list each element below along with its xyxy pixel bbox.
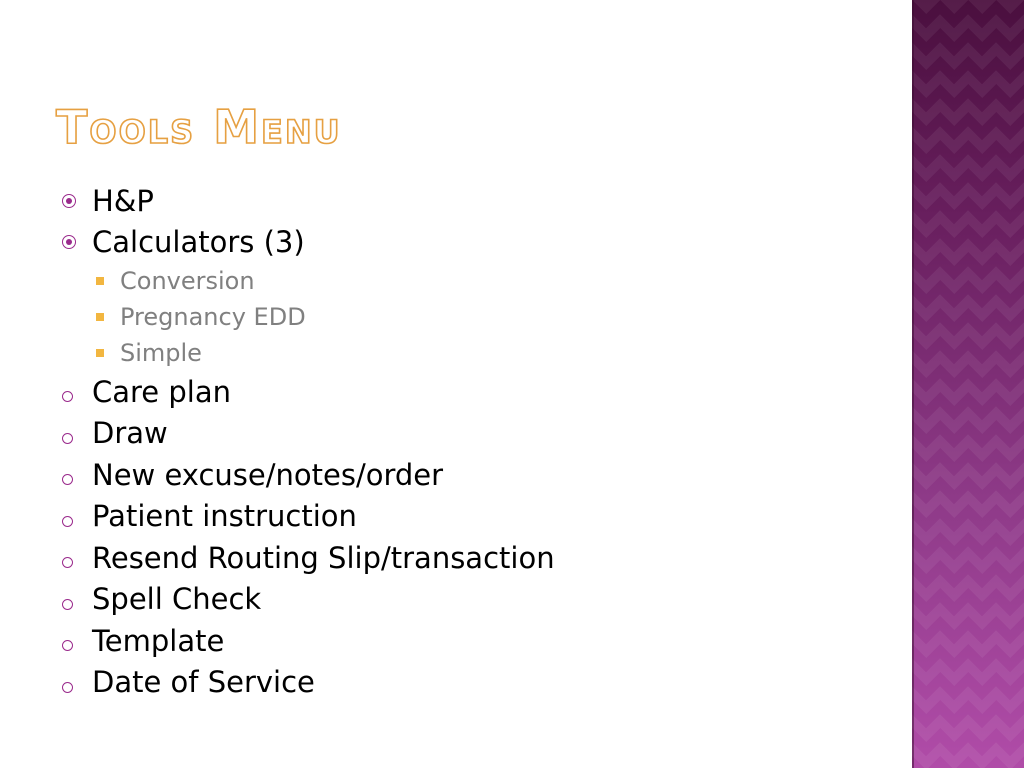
list-item-label: Resend Routing Slip/transaction xyxy=(92,540,555,575)
list-item-label: Spell Check xyxy=(92,582,262,617)
list-item-label: Date of Service xyxy=(92,665,315,700)
list-item-care-plan xyxy=(62,371,882,413)
list-item-new-excuse-notes-order xyxy=(62,454,882,496)
list-item-label: H&P xyxy=(92,183,154,218)
list-item-label: Care plan xyxy=(92,374,231,409)
hollow-circle-icon xyxy=(62,516,73,527)
sublist-item-label: Simple xyxy=(120,339,202,367)
hollow-circle-icon xyxy=(62,474,73,485)
square-icon xyxy=(96,313,104,321)
list-item-draw xyxy=(62,413,882,455)
sublist-item-simple xyxy=(62,335,882,371)
list-item-spell-check xyxy=(62,579,882,621)
list-item-h-and-p xyxy=(62,180,882,222)
square-icon xyxy=(96,277,104,285)
list-item-calculators xyxy=(62,222,882,264)
filled-circle-icon xyxy=(62,194,76,208)
hollow-circle-icon xyxy=(62,557,73,568)
sublist-item-conversion xyxy=(62,263,882,299)
square-icon xyxy=(96,349,104,357)
sublist-item-pregnancy-edd xyxy=(62,299,882,335)
list-item-resend-routing-slip xyxy=(62,537,882,579)
slide-title: Tools Menu xyxy=(56,100,342,154)
list-item-date-of-service xyxy=(62,662,882,704)
list-item-patient-instruction xyxy=(62,496,882,538)
side-band-edge xyxy=(912,0,914,768)
filled-circle-icon xyxy=(62,235,76,249)
hollow-circle-icon xyxy=(62,640,73,651)
hollow-circle-icon xyxy=(62,433,73,444)
decorative-side-band xyxy=(912,0,1024,768)
bullet-list xyxy=(62,180,882,703)
list-item-template xyxy=(62,620,882,662)
sublist-item-label: Pregnancy EDD xyxy=(120,303,306,331)
list-item-label: Patient instruction xyxy=(92,499,357,534)
list-item-label: Calculators (3) xyxy=(92,225,305,260)
list-item-label: New excuse/notes/order xyxy=(92,457,444,492)
hollow-circle-icon xyxy=(62,682,73,693)
list-item-label: Draw xyxy=(92,416,168,451)
hollow-circle-icon xyxy=(62,599,73,610)
sublist-item-label: Conversion xyxy=(120,267,255,295)
hollow-circle-icon xyxy=(62,391,73,402)
list-item-label: Template xyxy=(92,623,225,658)
